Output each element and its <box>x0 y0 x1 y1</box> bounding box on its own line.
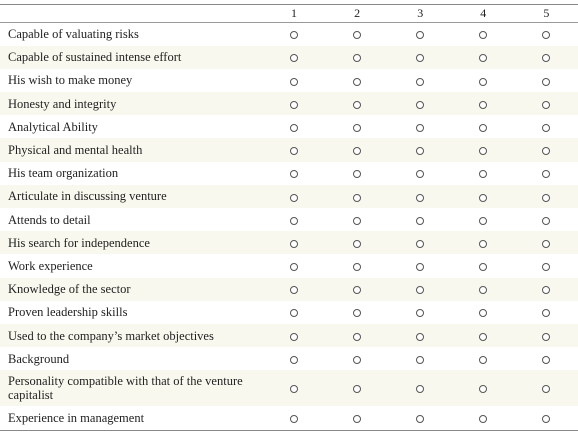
option-cell[interactable] <box>515 301 578 324</box>
radio-circle-icon[interactable] <box>542 309 550 317</box>
table-row <box>0 69 578 92</box>
option-cell[interactable] <box>262 46 325 69</box>
option-cell[interactable] <box>262 185 325 208</box>
table-row <box>0 208 578 231</box>
table-body <box>0 23 578 430</box>
radio-circle-icon[interactable] <box>416 356 424 364</box>
table-row <box>0 138 578 161</box>
radio-circle-icon[interactable] <box>479 170 487 178</box>
table-row <box>0 231 578 254</box>
radio-circle-icon[interactable] <box>353 286 361 294</box>
row-label: Proven leadership skills <box>8 305 128 320</box>
table-row <box>0 162 578 185</box>
option-cell[interactable] <box>515 370 578 406</box>
option-cell[interactable] <box>452 138 515 161</box>
radio-circle-icon[interactable] <box>353 147 361 155</box>
radio-circle-icon[interactable] <box>416 54 424 62</box>
option-cell[interactable] <box>452 347 515 370</box>
option-cell[interactable] <box>326 185 389 208</box>
column-header: 3 <box>389 5 452 23</box>
option-cell[interactable] <box>389 406 452 429</box>
option-cell[interactable] <box>326 406 389 429</box>
radio-circle-icon[interactable] <box>290 170 298 178</box>
option-cell[interactable] <box>389 254 452 277</box>
option-cell[interactable] <box>326 162 389 185</box>
radio-circle-icon[interactable] <box>353 263 361 271</box>
option-cell[interactable] <box>262 23 325 46</box>
option-cell[interactable] <box>262 69 325 92</box>
radio-circle-icon[interactable] <box>290 240 298 248</box>
radio-circle-icon[interactable] <box>479 309 487 317</box>
radio-circle-icon[interactable] <box>416 124 424 132</box>
option-cell[interactable] <box>389 324 452 347</box>
radio-circle-icon[interactable] <box>290 415 298 423</box>
radio-circle-icon[interactable] <box>353 217 361 225</box>
radio-circle-icon[interactable] <box>416 147 424 155</box>
option-cell[interactable] <box>452 162 515 185</box>
radio-circle-icon[interactable] <box>479 263 487 271</box>
radio-circle-icon[interactable] <box>290 263 298 271</box>
table-row <box>0 92 578 115</box>
radio-circle-icon[interactable] <box>416 101 424 109</box>
row-label: Capable of sustained intense effort <box>8 50 182 65</box>
row-label: Capable of valuating risks <box>8 27 139 42</box>
option-cell[interactable] <box>389 138 452 161</box>
radio-circle-icon[interactable] <box>353 124 361 132</box>
option-cell[interactable] <box>452 208 515 231</box>
radio-circle-icon[interactable] <box>353 356 361 364</box>
option-cell[interactable] <box>452 23 515 46</box>
row-label: Physical and mental health <box>8 143 143 158</box>
radio-circle-icon[interactable] <box>542 217 550 225</box>
row-label: Used to the company’s market objectives <box>8 328 214 343</box>
radio-circle-icon[interactable] <box>353 170 361 178</box>
table-row <box>0 278 578 301</box>
option-cell[interactable] <box>515 162 578 185</box>
option-cell[interactable] <box>326 301 389 324</box>
option-cell[interactable] <box>389 23 452 46</box>
option-cell[interactable] <box>515 138 578 161</box>
radio-circle-icon[interactable] <box>479 54 487 62</box>
radio-circle-icon[interactable] <box>416 78 424 86</box>
radio-circle-icon[interactable] <box>542 333 550 341</box>
option-cell[interactable] <box>326 115 389 138</box>
radio-circle-icon[interactable] <box>542 78 550 86</box>
radio-circle-icon[interactable] <box>416 286 424 294</box>
row-label: Analytical Ability <box>8 119 98 134</box>
radio-circle-icon[interactable] <box>542 240 550 248</box>
option-cell[interactable] <box>262 208 325 231</box>
option-cell[interactable] <box>389 347 452 370</box>
option-cell[interactable] <box>262 301 325 324</box>
option-cell[interactable] <box>515 185 578 208</box>
row-label: Articulate in discussing venture <box>8 189 167 204</box>
row-label: Knowledge of the sector <box>8 282 131 297</box>
option-cell[interactable] <box>326 324 389 347</box>
column-header: 5 <box>515 5 578 23</box>
radio-circle-icon[interactable] <box>290 147 298 155</box>
table-row <box>0 324 578 347</box>
option-cell[interactable] <box>262 92 325 115</box>
option-cell[interactable] <box>452 370 515 406</box>
option-cell[interactable] <box>389 278 452 301</box>
row-label: His team organization <box>8 166 119 181</box>
radio-circle-icon[interactable] <box>479 385 487 393</box>
radio-circle-icon[interactable] <box>290 217 298 225</box>
row-label: Personality compatible with that of the venture capitalist <box>8 374 243 403</box>
radio-circle-icon[interactable] <box>542 101 550 109</box>
table-row <box>0 46 578 69</box>
radio-circle-icon[interactable] <box>290 385 298 393</box>
radio-circle-icon[interactable] <box>479 101 487 109</box>
radio-circle-icon[interactable] <box>479 415 487 423</box>
rating-table <box>0 5 578 430</box>
option-cell[interactable] <box>262 138 325 161</box>
radio-circle-icon[interactable] <box>416 170 424 178</box>
radio-circle-icon[interactable] <box>290 309 298 317</box>
radio-circle-icon[interactable] <box>542 170 550 178</box>
radio-circle-icon[interactable] <box>479 286 487 294</box>
radio-circle-icon[interactable] <box>353 240 361 248</box>
column-header: 2 <box>326 5 389 23</box>
radio-circle-icon[interactable] <box>353 78 361 86</box>
option-cell[interactable] <box>515 208 578 231</box>
row-label: Experience in management <box>8 410 145 425</box>
option-cell[interactable] <box>389 162 452 185</box>
radio-circle-icon[interactable] <box>416 31 424 39</box>
option-cell[interactable] <box>389 69 452 92</box>
option-cell[interactable] <box>452 92 515 115</box>
row-label: Work experience <box>8 258 93 273</box>
row-label: His search for independence <box>8 235 150 250</box>
option-cell[interactable] <box>515 115 578 138</box>
radio-circle-icon[interactable] <box>290 54 298 62</box>
option-cell[interactable] <box>389 185 452 208</box>
option-cell[interactable] <box>389 46 452 69</box>
option-cell[interactable] <box>515 23 578 46</box>
option-cell[interactable] <box>262 254 325 277</box>
radio-circle-icon[interactable] <box>353 415 361 423</box>
option-cell[interactable] <box>326 370 389 406</box>
option-cell[interactable] <box>452 301 515 324</box>
radio-circle-icon[interactable] <box>479 217 487 225</box>
table-row <box>0 23 578 46</box>
option-cell[interactable] <box>262 278 325 301</box>
option-cell[interactable] <box>262 162 325 185</box>
radio-circle-icon[interactable] <box>290 124 298 132</box>
option-cell[interactable] <box>389 115 452 138</box>
row-label: Attends to detail <box>8 212 91 227</box>
table-row <box>0 254 578 277</box>
option-cell[interactable] <box>326 347 389 370</box>
option-cell[interactable] <box>262 406 325 429</box>
option-cell[interactable] <box>389 370 452 406</box>
radio-circle-icon[interactable] <box>542 263 550 271</box>
option-cell[interactable] <box>515 231 578 254</box>
radio-circle-icon[interactable] <box>353 385 361 393</box>
row-label: Background <box>8 351 70 366</box>
radio-circle-icon[interactable] <box>479 147 487 155</box>
radio-circle-icon[interactable] <box>416 194 424 202</box>
radio-circle-icon[interactable] <box>542 124 550 132</box>
radio-circle-icon[interactable] <box>353 54 361 62</box>
radio-circle-icon[interactable] <box>290 78 298 86</box>
header-blank <box>0 5 262 23</box>
radio-circle-icon[interactable] <box>416 309 424 317</box>
radio-circle-icon[interactable] <box>290 286 298 294</box>
option-cell[interactable] <box>389 92 452 115</box>
row-label: His wish to make money <box>8 73 133 88</box>
table-row <box>0 115 578 138</box>
option-cell[interactable] <box>326 231 389 254</box>
radio-circle-icon[interactable] <box>479 333 487 341</box>
table-bottom-rule <box>0 430 578 431</box>
radio-circle-icon[interactable] <box>290 194 298 202</box>
option-cell[interactable] <box>262 115 325 138</box>
radio-circle-icon[interactable] <box>290 333 298 341</box>
option-cell[interactable] <box>452 278 515 301</box>
radio-circle-icon[interactable] <box>542 54 550 62</box>
option-cell[interactable] <box>326 23 389 46</box>
option-cell[interactable] <box>515 347 578 370</box>
option-cell[interactable] <box>326 254 389 277</box>
option-cell[interactable] <box>515 324 578 347</box>
option-cell[interactable] <box>452 185 515 208</box>
table-row <box>0 347 578 370</box>
option-cell[interactable] <box>452 254 515 277</box>
radio-circle-icon[interactable] <box>479 194 487 202</box>
radio-circle-icon[interactable] <box>542 31 550 39</box>
radio-circle-icon[interactable] <box>542 147 550 155</box>
radio-circle-icon[interactable] <box>479 240 487 248</box>
option-cell[interactable] <box>452 324 515 347</box>
radio-circle-icon[interactable] <box>290 101 298 109</box>
table-row <box>0 301 578 324</box>
option-cell[interactable] <box>452 406 515 429</box>
option-cell[interactable] <box>326 138 389 161</box>
table-row <box>0 406 578 429</box>
option-cell[interactable] <box>515 69 578 92</box>
radio-circle-icon[interactable] <box>353 309 361 317</box>
option-cell[interactable] <box>326 92 389 115</box>
radio-circle-icon[interactable] <box>353 194 361 202</box>
radio-circle-icon[interactable] <box>290 356 298 364</box>
option-cell[interactable] <box>389 301 452 324</box>
radio-circle-icon[interactable] <box>416 217 424 225</box>
option-cell[interactable] <box>452 231 515 254</box>
option-cell[interactable] <box>326 208 389 231</box>
radio-circle-icon[interactable] <box>353 31 361 39</box>
option-cell[interactable] <box>389 231 452 254</box>
column-header: 1 <box>262 5 325 23</box>
radio-circle-icon[interactable] <box>416 415 424 423</box>
radio-circle-icon[interactable] <box>353 333 361 341</box>
option-cell[interactable] <box>515 406 578 429</box>
option-cell[interactable] <box>326 278 389 301</box>
radio-circle-icon[interactable] <box>416 240 424 248</box>
radio-circle-icon[interactable] <box>542 415 550 423</box>
radio-circle-icon[interactable] <box>479 78 487 86</box>
radio-circle-icon[interactable] <box>542 356 550 364</box>
option-cell[interactable] <box>452 115 515 138</box>
option-cell[interactable] <box>262 324 325 347</box>
radio-circle-icon[interactable] <box>416 385 424 393</box>
radio-circle-icon[interactable] <box>479 356 487 364</box>
option-cell[interactable] <box>515 46 578 69</box>
radio-circle-icon[interactable] <box>542 286 550 294</box>
option-cell[interactable] <box>515 254 578 277</box>
radio-circle-icon[interactable] <box>479 31 487 39</box>
option-cell[interactable] <box>515 278 578 301</box>
radio-circle-icon[interactable] <box>479 124 487 132</box>
option-cell[interactable] <box>452 46 515 69</box>
option-cell[interactable] <box>262 370 325 406</box>
option-cell[interactable] <box>452 69 515 92</box>
option-cell[interactable] <box>389 208 452 231</box>
radio-circle-icon[interactable] <box>542 385 550 393</box>
option-cell[interactable] <box>326 46 389 69</box>
radio-circle-icon[interactable] <box>416 263 424 271</box>
radio-circle-icon[interactable] <box>416 333 424 341</box>
option-cell[interactable] <box>515 92 578 115</box>
row-label: Honesty and integrity <box>8 96 117 111</box>
radio-circle-icon[interactable] <box>542 194 550 202</box>
radio-circle-icon[interactable] <box>353 101 361 109</box>
column-header: 4 <box>452 5 515 23</box>
table-row <box>0 370 578 406</box>
table-row <box>0 185 578 208</box>
option-cell[interactable] <box>326 69 389 92</box>
option-cell[interactable] <box>262 231 325 254</box>
option-cell[interactable] <box>262 347 325 370</box>
radio-circle-icon[interactable] <box>290 31 298 39</box>
table-header-row <box>0 5 578 23</box>
